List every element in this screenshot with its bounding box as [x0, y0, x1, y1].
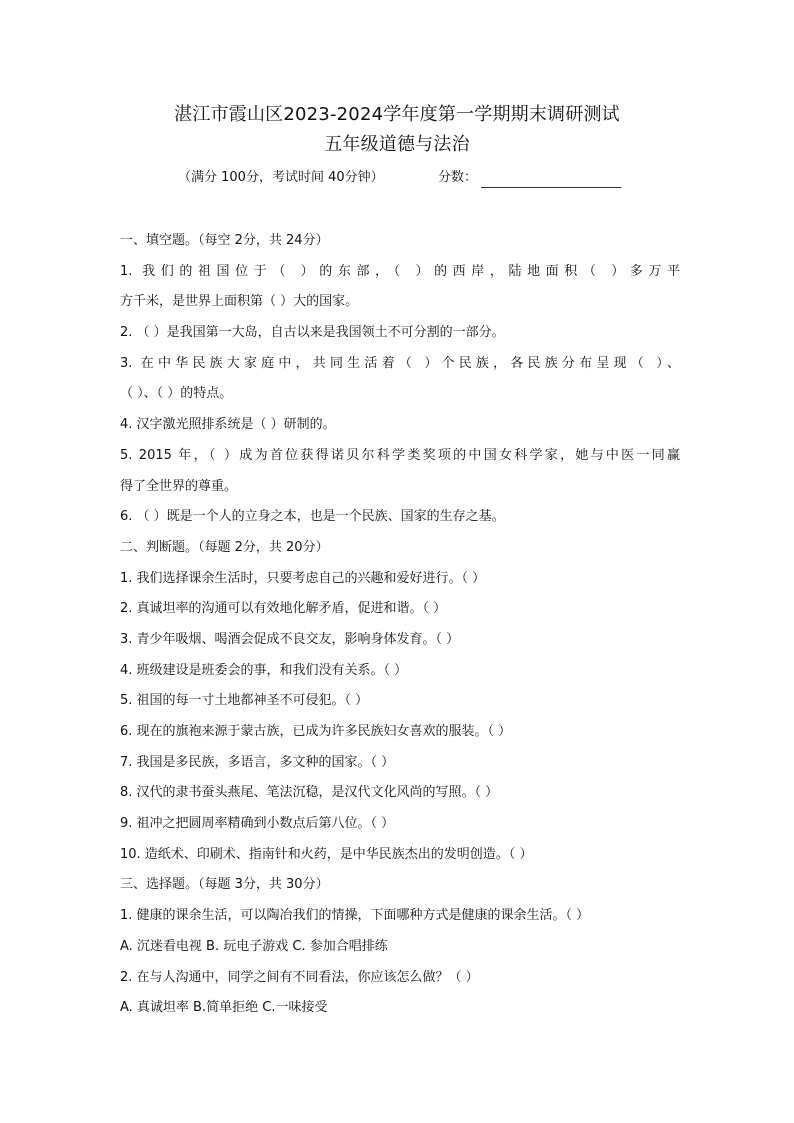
- text-line: （ ）、（ ）的特点。: [120, 386, 233, 402]
- exam-meta: （满分 100分，考试时间 40分钟）: [178, 170, 384, 185]
- text-line: 7. 我国是多民族，多语言，多文种的国家。（ ）: [120, 754, 395, 770]
- text-line: 6. 现在的旗袍来源于蒙古族，已成为许多民族妇女喜欢的服装。（ ）: [120, 724, 512, 739]
- text-line: 得了全世界的尊重。: [120, 478, 238, 494]
- text-line: 5. 2015 年，（ ）成为首位获得诺贝尔科学类奖项的中国女科学家，她与中医一同赢: [120, 447, 680, 463]
- text-line: 9. 祖冲之把圆周率精确到小数点后第八位。（ ）: [120, 816, 395, 832]
- text-line: 4. 汉字激光照排系统是（ ）研制的。: [120, 417, 336, 433]
- score-label: 分数：: [438, 170, 478, 185]
- text-line: 3. 在中华民族大家庭中，共同生活着（ ）个民族，各民族分布呈现（ ）、: [120, 355, 680, 371]
- text-line: 一、填空题。（每空 2分，共 24分）: [120, 233, 329, 248]
- text-line: 1. 健康的课余生活，可以陶冶我们的情操，下面哪种方式是健康的课余生活。（ ）: [120, 908, 590, 924]
- score-blank[interactable]: [481, 171, 621, 188]
- text-line: 方千米，是世界上面积第（ ）大的国家。: [120, 294, 359, 310]
- exam-content: [120, 226, 680, 1024]
- text-line: 4. 班级建设是班委会的事，和我们没有关系。（ ）: [120, 662, 408, 678]
- text-line: 2. 真诚坦率的沟通可以有效地化解矛盾，促进和谐。（ ）: [120, 601, 447, 617]
- text-line: 5. 祖国的每一寸土地都神圣不可侵犯。（ ）: [120, 693, 369, 709]
- text-line: A. 沉迷看电视 B. 玩电子游戏 C. 参加合唱排练: [120, 938, 388, 954]
- text-line: 6. （ ）既是一个人的立身之本，也是一个民族、国家的生存之基。: [120, 509, 505, 525]
- text-line: 3. 青少年吸烟、喝酒会促成不良交友，影响身体发育。（ ）: [120, 631, 460, 647]
- text-line: 三、选择题。（每题 3分，共 30分）: [120, 877, 329, 893]
- score-field: [438, 168, 621, 188]
- text-line: A. 真诚坦率 B.简单拒绝 C.一味接受: [120, 1000, 328, 1016]
- text-line: 2. （ ）是我国第一大岛，自古以来是我国领土不可分割的一部分。: [120, 325, 505, 341]
- text-line: 1. 我们的祖国位于（ ）的东部，（ ）的西岸，陆地面积（ ）多万平: [120, 263, 680, 279]
- text-line: 1. 我们选择课余生活时，只要考虑自己的兴趣和爱好进行。（ ）: [120, 570, 486, 586]
- text-line: 10. 造纸术、印刷术、指南针和火药，是中华民族杰出的发明创造。（ ）: [120, 846, 533, 862]
- exam-subtitle: 五年级道德与法治: [324, 134, 470, 155]
- text-line: 2. 在与人沟通中，同学之间有不同看法，你应该怎么做？（ ）: [120, 969, 479, 985]
- text-line: 二、判断题。（每题 2分，共 20分）: [120, 539, 329, 555]
- exam-title: 湛江市霞山区2023-2024学年度第一学期期末调研测试: [174, 104, 620, 125]
- text-line: 8. 汉代的隶书蚕头燕尾、笔法沉稳，是汉代文化风尚的写照。（ ）: [120, 785, 499, 801]
